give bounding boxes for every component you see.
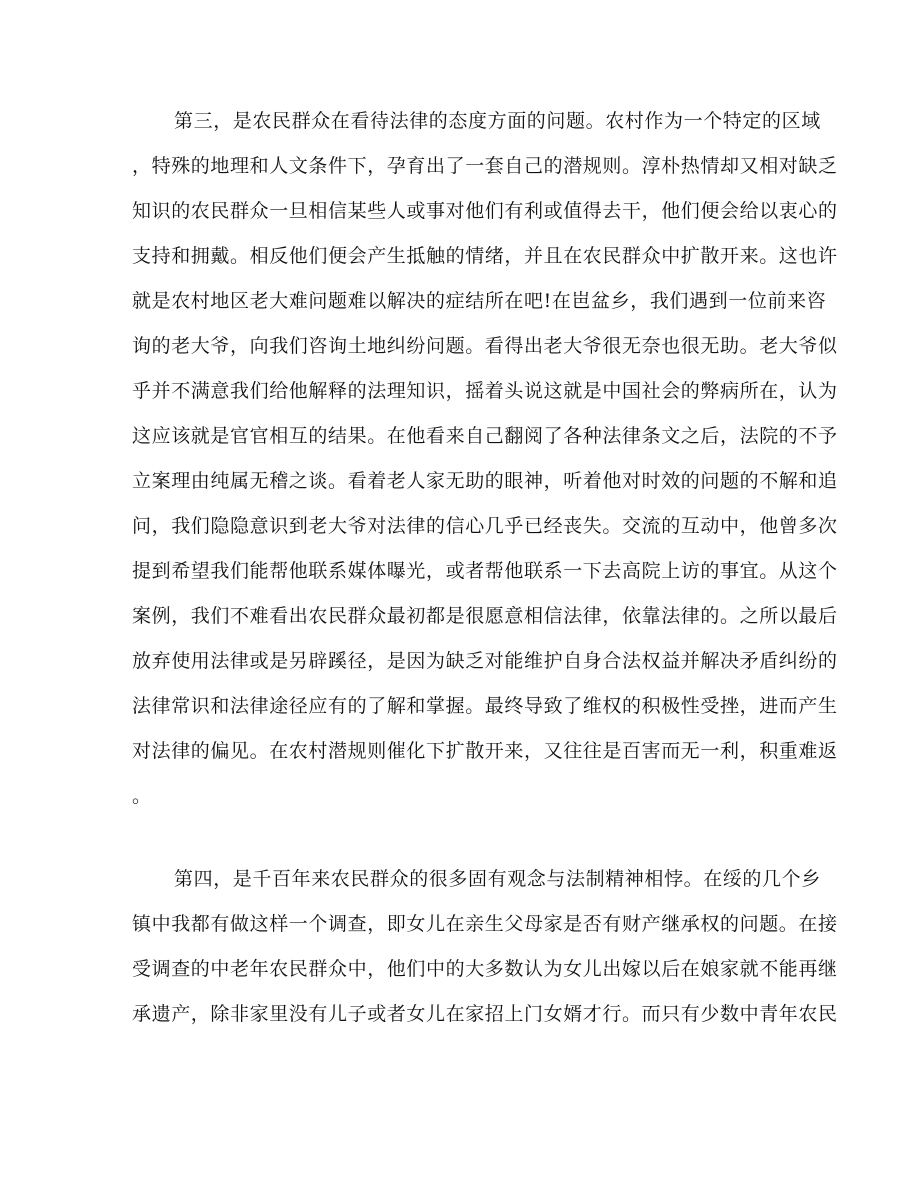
paragraph-1-line-6: 询的老大爷，向我们咨询土地纠纷问题。看得出老大爷很无奈也很无助。老大爷似 bbox=[132, 335, 838, 357]
paragraph-1-line-15: 对法律的偏见。在农村潜规则催化下扩散开来，又往往是百害而无一利，积重难返 bbox=[132, 740, 838, 762]
paragraph-2-line-2: 镇中我都有做这样一个调查，即女儿在亲生父母家是否有财产继承权的问题。在接 bbox=[132, 913, 838, 935]
paragraph-1-line-9: 立案理由纯属无稽之谈。看着老人家无助的眼神，听着他对时效的问题的不解和追 bbox=[132, 470, 838, 492]
paragraph-2-line-1: 第四，是千百年来农民群众的很多固有观念与法制精神相悖。在绥的几个乡 bbox=[174, 868, 821, 890]
paragraph-1-line-14: 法律常识和法律途径应有的了解和掌握。最终导致了维权的积极性受挫，进而产生 bbox=[132, 695, 838, 717]
paragraph-1-line-11: 提到希望我们能帮他联系媒体曝光，或者帮他联系一下去高院上访的事宜。从这个 bbox=[132, 560, 838, 582]
paragraph-1-line-8: 这应该就是官官相互的结果。在他看来自己翻阅了各种法律条文之后，法院的不予 bbox=[132, 425, 838, 447]
paragraph-1-line-10: 问，我们隐隐意识到老大爷对法律的信心几乎已经丧失。交流的互动中，他曾多次 bbox=[132, 515, 838, 537]
paragraph-1-line-16: 。 bbox=[132, 785, 152, 807]
paragraph-2-line-4: 承遗产，除非家里没有儿子或者女儿在家招上门女婿才行。而只有少数中青年农民 bbox=[132, 1003, 838, 1025]
paragraph-1-line-5: 就是农村地区老大难问题难以解决的症结所在吧!在岜盆乡，我们遇到一位前来咨 bbox=[132, 290, 827, 312]
paragraph-1-line-2: ，特殊的地理和人文条件下，孕育出了一套自己的潜规则。淳朴热情却又相对缺乏 bbox=[132, 155, 838, 177]
paragraph-1-line-1: 第三，是农民群众在看待法律的态度方面的问题。农村作为一个特定的区域 bbox=[174, 110, 821, 132]
paragraph-1-line-13: 放弃使用法律或是另辟蹊径，是因为缺乏对能维护自身合法权益并解决矛盾纠纷的 bbox=[132, 650, 838, 672]
paragraph-1-line-3: 知识的农民群众一旦相信某些人或事对他们有利或值得去干，他们便会给以衷心的 bbox=[132, 200, 838, 222]
paragraph-1-line-12: 案例，我们不难看出农民群众最初都是很愿意相信法律，依靠法律的。之所以最后 bbox=[132, 605, 838, 627]
paragraph-1-line-7: 乎并不满意我们给他解释的法理知识，摇着头说这就是中国社会的弊病所在，认为 bbox=[132, 380, 838, 402]
paragraph-1-line-4: 支持和拥戴。相反他们便会产生抵触的情绪，并且在农民群众中扩散开来。这也许 bbox=[132, 245, 838, 267]
paragraph-2-line-3: 受调查的中老年农民群众中，他们中的大多数认为女儿出嫁以后在娘家就不能再继 bbox=[132, 958, 838, 980]
